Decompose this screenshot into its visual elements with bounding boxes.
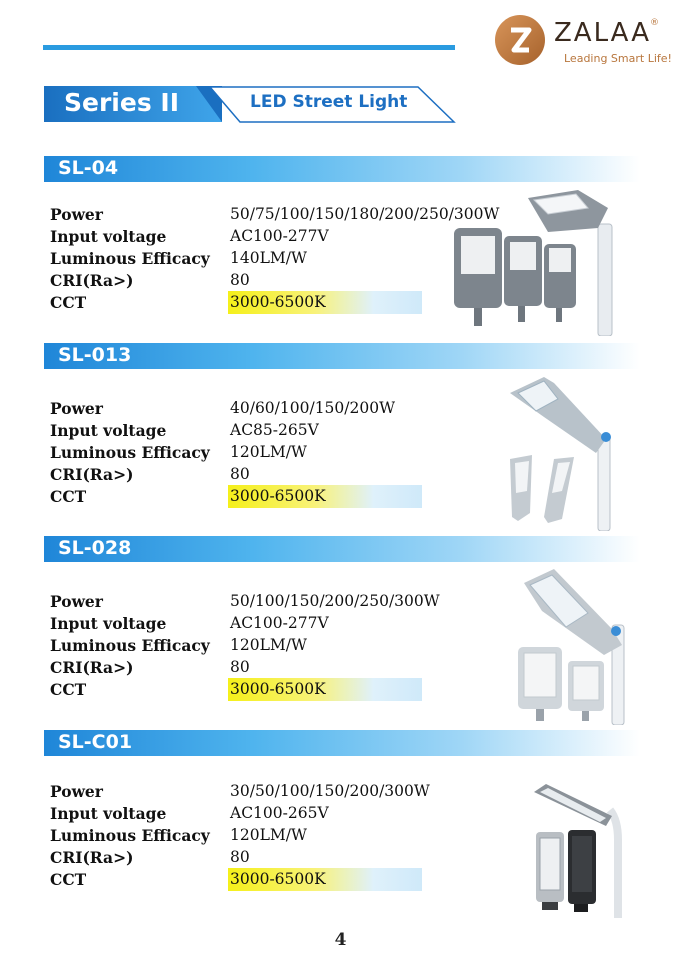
model-title: SL-04: [58, 157, 119, 179]
luminous-efficacy-value: 120LM/W: [230, 636, 307, 654]
luminous-efficacy-value: 120LM/W: [230, 443, 307, 461]
section-header-sl-028: [44, 536, 640, 562]
cct-label: CCT: [50, 680, 87, 699]
sl-013-product-image: [496, 373, 636, 531]
power-value: 50/75/100/150/180/200/250/300W: [230, 205, 500, 223]
cct-value: 3000-6500K: [230, 293, 326, 311]
power-label: Power: [50, 592, 103, 611]
section-header-sl-013: [44, 343, 640, 369]
luminous-efficacy-value: 140LM/W: [230, 249, 307, 267]
section-header-sl-c01: [44, 730, 640, 756]
page-number: 4: [334, 930, 347, 950]
registered-mark: ®: [650, 18, 659, 28]
sl-028-product-image: [508, 565, 636, 725]
cri-value: 80: [230, 465, 250, 483]
power-label: Power: [50, 782, 103, 801]
cri-label: CRI(Ra>): [50, 848, 134, 867]
cri-label: CRI(Ra>): [50, 465, 134, 484]
luminous-efficacy-value: 120LM/W: [230, 826, 307, 844]
brand-name: ZALAA: [554, 18, 651, 48]
input-voltage-value: AC100-277V: [230, 227, 329, 245]
model-title: SL-028: [58, 537, 132, 559]
power-value: 40/60/100/150/200W: [230, 399, 396, 417]
model-title: SL-013: [58, 344, 132, 366]
power-label: Power: [50, 205, 103, 224]
input-voltage-value: AC85-265V: [230, 421, 319, 439]
cct-value: 3000-6500K: [230, 487, 326, 505]
cct-label: CCT: [50, 870, 87, 889]
series-title: Series II: [64, 88, 180, 117]
cct-label: CCT: [50, 293, 87, 312]
luminous-efficacy-label: Luminous Efficacy: [50, 249, 210, 268]
cct-value: 3000-6500K: [230, 680, 326, 698]
luminous-efficacy-label: Luminous Efficacy: [50, 636, 210, 655]
power-value: 50/100/150/200/250/300W: [230, 592, 440, 610]
luminous-efficacy-label: Luminous Efficacy: [50, 826, 210, 845]
power-label: Power: [50, 399, 103, 418]
model-title: SL-C01: [58, 731, 133, 753]
input-voltage-value: AC100-277V: [230, 614, 329, 632]
sl-c01-product-image: [526, 780, 636, 918]
brand-logo: [494, 14, 672, 70]
cct-label: CCT: [50, 487, 87, 506]
cri-label: CRI(Ra>): [50, 658, 134, 677]
brand-tagline: Leading Smart Life!: [564, 52, 672, 65]
cri-value: 80: [230, 658, 250, 676]
luminous-efficacy-label: Luminous Efficacy: [50, 443, 210, 462]
power-value: 30/50/100/150/200/300W: [230, 782, 430, 800]
zalaa-logo-icon: [494, 14, 546, 66]
cct-value: 3000-6500K: [230, 870, 326, 888]
input-voltage-label: Input voltage: [50, 804, 167, 823]
cri-value: 80: [230, 271, 250, 289]
series-subtitle: LED Street Light: [250, 92, 408, 112]
cri-label: CRI(Ra>): [50, 271, 134, 290]
sl-04-product-image: [448, 186, 638, 336]
input-voltage-value: AC100-265V: [230, 804, 329, 822]
section-header-sl-04: [44, 156, 640, 182]
input-voltage-label: Input voltage: [50, 227, 167, 246]
header-rule: [43, 45, 455, 50]
cri-value: 80: [230, 848, 250, 866]
input-voltage-label: Input voltage: [50, 614, 167, 633]
input-voltage-label: Input voltage: [50, 421, 167, 440]
